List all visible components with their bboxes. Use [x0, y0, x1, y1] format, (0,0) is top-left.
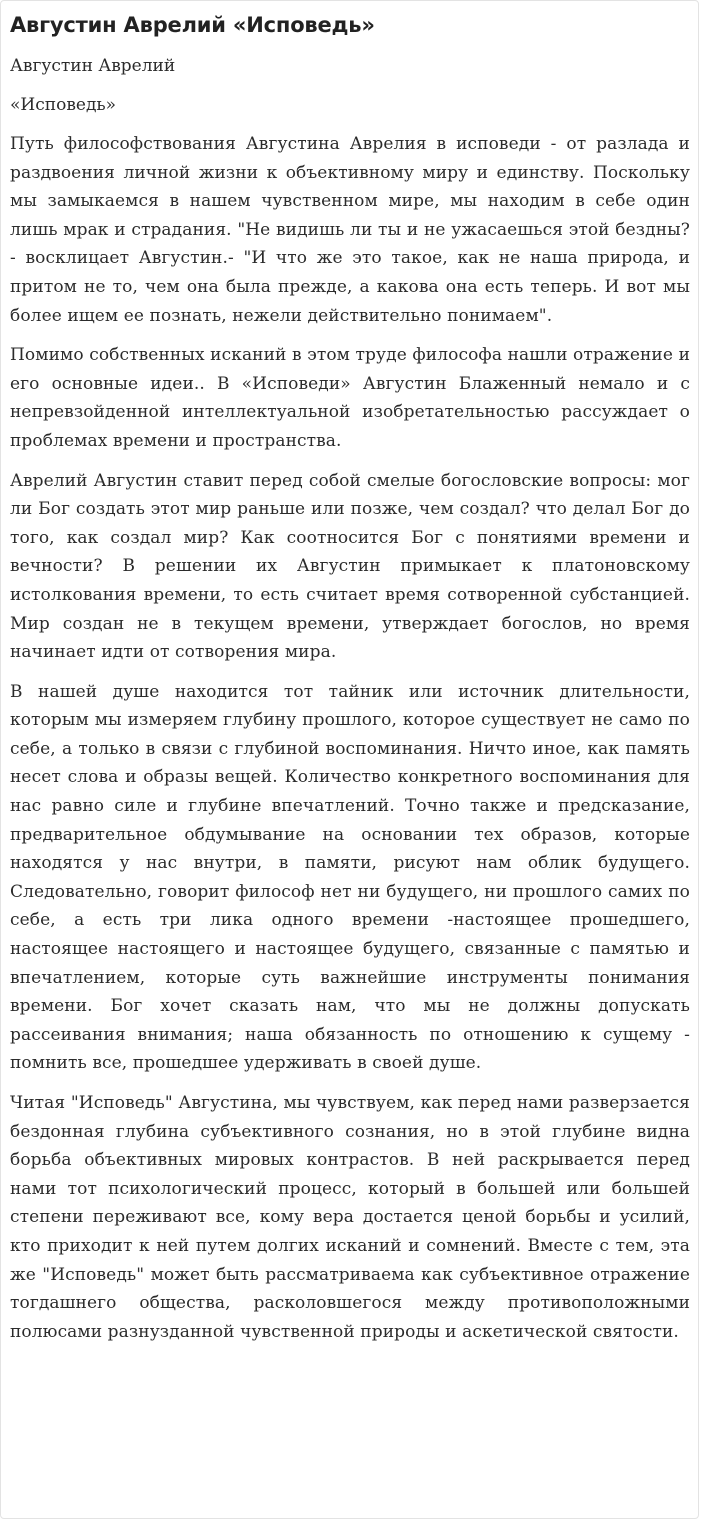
article-work-title: «Исповедь»	[10, 95, 117, 115]
article-paragraph-3: Аврелий Августин ставит перед собой смелые богословские вопросы: мог ли Бог создать этот мир раньше или позже, чем создал? что делал Бог до того, как создал мир? Как соотносится Бог с понятиями времени и вечности? В решении их Августин примыкает к платоновскому истолкования времени, то есть считает время сотворенной субстанцией. Мир создан не в текущем времени, утверждает богослов, но время начинает идти от сотворения мира.	[10, 470, 690, 663]
article-paragraph-5: Читая "Исповедь" Августина, мы чувствуем, как перед нами разверзается бездонная глубина субъективного сознания, но в этой глубине видна борьба объективных мировых контрастов. В ней раскрывается перед нами тот психологический процесс, который в большей или большей степени переживают все, кому вера достается ценой борьбы и усилий, кто приходит к ней путем долгих исканий и сомнений. Вместе с тем, эта же "Исповедь" может быть рассматриваема как субъективное отражение тогдашнего общества, расколовшегося между противоположными полюсами разнузданной чувственной природы и аскетической святости.	[10, 1093, 690, 1342]
article-author: Августин Аврелий	[10, 56, 176, 76]
article-paragraph-1: Путь философствования Августина Аврелия в исповеди - от разлада и раздвоения личной жизни к объективному миру и единству. Поскольку мы замыкаемся в нашем чувственном мире, мы находим в себе один лишь мрак и страдания. "Не видишь ли ты и не ужасаешься этой бездны?- восклицает Августин.- "И что же это такое, как не наша природа, и притом не то, чем она была прежде, а какова она есть теперь. И вот мы более ищем ее познать, нежели действительно понимаем".	[10, 134, 690, 326]
article-title: Августин Аврелий «Исповедь»	[10, 13, 375, 37]
article-paragraph-4: В нашей душе находится тот тайник или источник длительности, которым мы измеряем глубину прошлого, которое существует не само по себе, а только в связи с глубиной воспоминания. Ничто иное, как память несет слова и образы вещей. Количество конкретного воспоминания для нас равно силе и глубине впечатлений. Точно также и предсказание, предварительное обдумывание на основании тех образов, которые находятся у нас внутри, в памяти, рисуют нам облик будущего. Следовательно, говорит философ нет ни будущего, ни прошлого самих по себе, а есть три лика одного времени -настоящее прошедшего, настоящее настоящего и настоящее будущего, связанные с памятью и впечатлением, которые суть важнейшие инструменты понимания времени. Бог хочет сказать нам, что мы не должны допускать рассеивания внимания; наша обязанность по отношению к сущему - помнить все, прошедшее удерживать в своей душе.	[10, 681, 690, 1074]
article-paragraph-2: Помимо собственных исканий в этом труде философа нашли отражение и его основные идеи.. В «Исповеди» Августин Блаженный немало и с непревзойденной интеллектуальной изобретательностью рассуждает о проблемах времени и пространства.	[10, 345, 690, 451]
